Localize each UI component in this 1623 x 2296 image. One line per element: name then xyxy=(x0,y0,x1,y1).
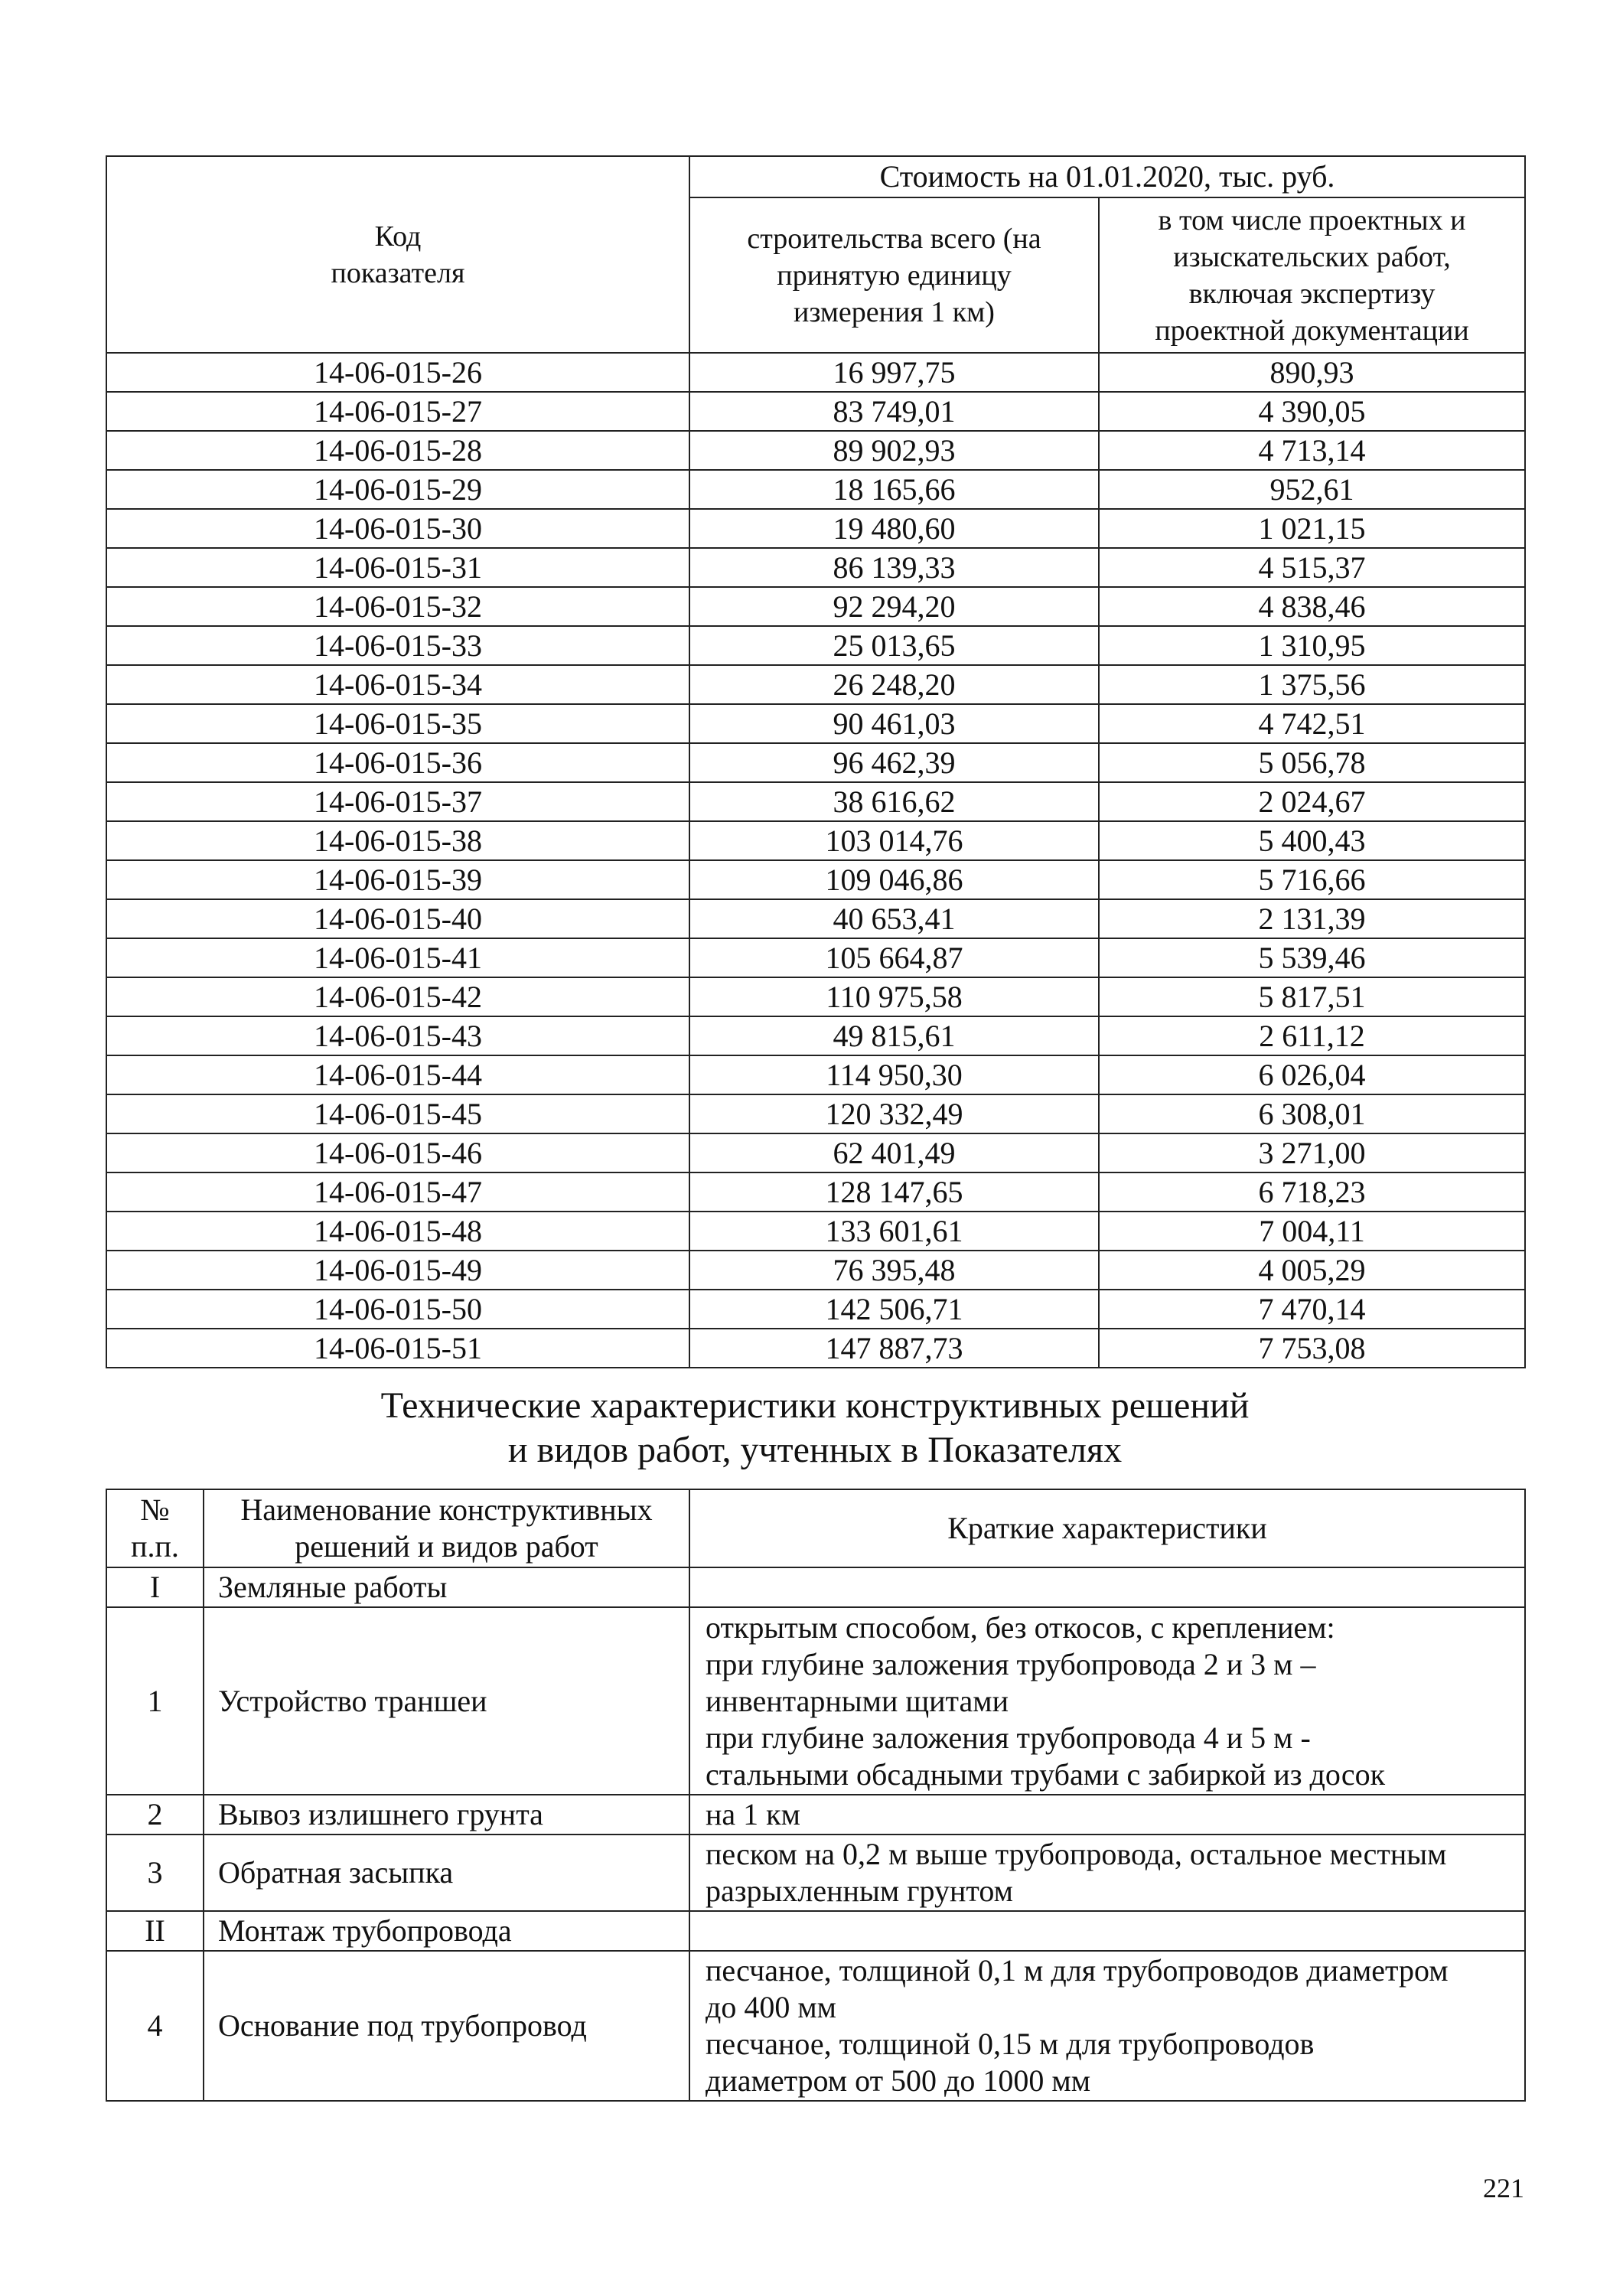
header-desc: Краткие характеристики xyxy=(689,1489,1525,1567)
cell-name: Обратная засыпка xyxy=(204,1835,689,1911)
header-line: в том числе проектных и xyxy=(1158,204,1466,236)
cell-design: 2 611,12 xyxy=(1099,1016,1525,1055)
cell-desc xyxy=(689,1951,1525,2101)
table-row xyxy=(106,1795,1525,1835)
cell-design: 4 742,51 xyxy=(1099,704,1525,743)
cell-design: 952,61 xyxy=(1099,470,1525,509)
desc-line: инвентарными щитами xyxy=(706,1683,1009,1718)
cell-design: 5 817,51 xyxy=(1099,977,1525,1016)
table-row xyxy=(106,470,1525,509)
cell-total: 103 014,76 xyxy=(689,821,1099,860)
header-line: включая экспертизу xyxy=(1188,277,1436,310)
cell-design: 5 056,78 xyxy=(1099,743,1525,782)
header-name xyxy=(204,1489,689,1567)
cell-code: 14-06-015-30 xyxy=(106,509,689,548)
table-row xyxy=(106,431,1525,470)
table-row xyxy=(106,1951,1525,2101)
cell-design: 3 271,00 xyxy=(1099,1133,1525,1172)
cell-total: 19 480,60 xyxy=(689,509,1099,548)
table-row xyxy=(106,1329,1525,1368)
cell-design: 2 024,67 xyxy=(1099,782,1525,821)
cell-code: 14-06-015-33 xyxy=(106,626,689,665)
cell-code: 14-06-015-45 xyxy=(106,1094,689,1133)
header-line: Наименование конструктивных xyxy=(240,1492,653,1527)
spec-table-body xyxy=(106,1567,1525,2101)
cell-code: 14-06-015-51 xyxy=(106,1329,689,1368)
cell-total: 133 601,61 xyxy=(689,1212,1099,1251)
cell-code: 14-06-015-47 xyxy=(106,1172,689,1212)
cell-desc xyxy=(689,1607,1525,1795)
table-row xyxy=(106,548,1525,587)
cell-total: 110 975,58 xyxy=(689,977,1099,1016)
cell-total: 128 147,65 xyxy=(689,1172,1099,1212)
cell-design: 6 026,04 xyxy=(1099,1055,1525,1094)
header-line: проектной документации xyxy=(1155,314,1469,347)
table-row xyxy=(106,704,1525,743)
desc-line: при глубине заложения трубопровода 2 и 3 м – xyxy=(706,1646,1316,1681)
table-row xyxy=(106,1016,1525,1055)
table-row xyxy=(106,899,1525,938)
cell-no: I xyxy=(106,1567,204,1607)
cell-name: Монтаж трубопровода xyxy=(204,1911,689,1951)
desc-line: разрыхленным грунтом xyxy=(706,1874,1013,1908)
cell-code: 14-06-015-26 xyxy=(106,353,689,392)
table-row xyxy=(106,1290,1525,1329)
cell-total: 90 461,03 xyxy=(689,704,1099,743)
desc-line: при глубине заложения трубопровода 4 и 5 м - xyxy=(706,1720,1311,1755)
cell-desc xyxy=(689,1567,1525,1607)
cell-design: 5 716,66 xyxy=(1099,860,1525,899)
cell-total: 89 902,93 xyxy=(689,431,1099,470)
cell-code: 14-06-015-35 xyxy=(106,704,689,743)
header-construction-total xyxy=(689,197,1099,353)
cell-no: 3 xyxy=(106,1835,204,1911)
table-row xyxy=(106,1055,1525,1094)
cost-table-header xyxy=(106,156,1525,353)
cell-code: 14-06-015-41 xyxy=(106,938,689,977)
cell-total: 92 294,20 xyxy=(689,587,1099,626)
cell-code: 14-06-015-48 xyxy=(106,1212,689,1251)
cell-total: 142 506,71 xyxy=(689,1290,1099,1329)
header-no xyxy=(106,1489,204,1567)
section-title xyxy=(106,1384,1524,1473)
cell-total: 114 950,30 xyxy=(689,1055,1099,1094)
cell-total: 86 139,33 xyxy=(689,548,1099,587)
desc-line: стальными обсадными трубами с забиркой из досок xyxy=(706,1756,1386,1792)
desc-line: песчаное, толщиной 0,1 м для трубопроводов диаметром xyxy=(706,1953,1449,1988)
cell-desc xyxy=(689,1795,1525,1835)
header-cost-group: Стоимость на 01.01.2020, тыс. руб. xyxy=(689,156,1525,197)
table-row xyxy=(106,860,1525,899)
cell-design: 1 310,95 xyxy=(1099,626,1525,665)
table-row xyxy=(106,587,1525,626)
table-row xyxy=(106,353,1525,392)
cell-total: 109 046,86 xyxy=(689,860,1099,899)
cell-design: 7 753,08 xyxy=(1099,1329,1525,1368)
cell-design: 6 718,23 xyxy=(1099,1172,1525,1212)
page-number: 221 xyxy=(1483,2173,1524,2203)
cell-design: 2 131,39 xyxy=(1099,899,1525,938)
cell-code: 14-06-015-49 xyxy=(106,1251,689,1290)
header-line: решений и видов работ xyxy=(295,1529,598,1564)
cell-total: 26 248,20 xyxy=(689,665,1099,704)
table-row xyxy=(106,1251,1525,1290)
cell-name: Основание под трубопровод xyxy=(204,1951,689,2101)
cell-total: 16 997,75 xyxy=(689,353,1099,392)
cell-no: II xyxy=(106,1911,204,1951)
desc-line: на 1 км xyxy=(706,1797,800,1831)
cell-code: 14-06-015-42 xyxy=(106,977,689,1016)
cell-code: 14-06-015-29 xyxy=(106,470,689,509)
cell-code: 14-06-015-46 xyxy=(106,1133,689,1172)
header-code xyxy=(106,156,689,353)
cell-code: 14-06-015-28 xyxy=(106,431,689,470)
table-row xyxy=(106,1607,1525,1795)
cell-no: 4 xyxy=(106,1951,204,2101)
cell-design: 5 539,46 xyxy=(1099,938,1525,977)
table-row xyxy=(106,1172,1525,1212)
section-title-line: и видов работ, учтенных в Показателях xyxy=(507,1430,1123,1470)
spec-table-header xyxy=(106,1489,1525,1567)
desc-line: до 400 мм xyxy=(706,1990,836,2024)
table-row xyxy=(106,938,1525,977)
cell-no: 1 xyxy=(106,1607,204,1795)
cell-name: Вывоз излишнего грунта xyxy=(204,1795,689,1835)
table-row xyxy=(106,1911,1525,1951)
cell-total: 18 165,66 xyxy=(689,470,1099,509)
cell-total: 105 664,87 xyxy=(689,938,1099,977)
cell-code: 14-06-015-39 xyxy=(106,860,689,899)
cell-code: 14-06-015-44 xyxy=(106,1055,689,1094)
cell-design: 4 713,14 xyxy=(1099,431,1525,470)
table-row xyxy=(106,821,1525,860)
cell-no: 2 xyxy=(106,1795,204,1835)
cost-table xyxy=(106,155,1526,1368)
cell-design: 890,93 xyxy=(1099,353,1525,392)
cell-design: 1 021,15 xyxy=(1099,509,1525,548)
table-row xyxy=(106,782,1525,821)
table-row xyxy=(106,1212,1525,1251)
header-code-line: показателя xyxy=(331,256,465,289)
table-row xyxy=(106,977,1525,1016)
cell-design: 4 515,37 xyxy=(1099,548,1525,587)
header-code-line: Код xyxy=(374,220,422,253)
cell-design: 4 838,46 xyxy=(1099,587,1525,626)
cell-name: Земляные работы xyxy=(204,1567,689,1607)
cell-code: 14-06-015-50 xyxy=(106,1290,689,1329)
cell-desc xyxy=(689,1911,1525,1951)
header-line: № xyxy=(140,1492,170,1527)
table-row xyxy=(106,1567,1525,1607)
cell-desc xyxy=(689,1835,1525,1911)
cell-code: 14-06-015-31 xyxy=(106,548,689,587)
table-row xyxy=(106,665,1525,704)
cell-total: 62 401,49 xyxy=(689,1133,1099,1172)
cell-design: 4 390,05 xyxy=(1099,392,1525,431)
table-row xyxy=(106,1094,1525,1133)
cell-total: 120 332,49 xyxy=(689,1094,1099,1133)
cell-code: 14-06-015-40 xyxy=(106,899,689,938)
cell-design: 5 400,43 xyxy=(1099,821,1525,860)
cost-table-body xyxy=(106,353,1525,1368)
cell-total: 147 887,73 xyxy=(689,1329,1099,1368)
header-code-lines xyxy=(107,218,689,292)
cell-design: 7 470,14 xyxy=(1099,1290,1525,1329)
cell-total: 25 013,65 xyxy=(689,626,1099,665)
table-row xyxy=(106,509,1525,548)
header-line: п.п. xyxy=(131,1529,179,1564)
cell-code: 14-06-015-38 xyxy=(106,821,689,860)
table-row xyxy=(106,743,1525,782)
header-line: строительства всего (на xyxy=(747,222,1041,255)
cell-code: 14-06-015-27 xyxy=(106,392,689,431)
table-row xyxy=(106,1835,1525,1911)
cell-name: Устройство траншеи xyxy=(204,1607,689,1795)
cell-code: 14-06-015-37 xyxy=(106,782,689,821)
cell-design: 4 005,29 xyxy=(1099,1251,1525,1290)
section-title-line: Технические характеристики конструктивных решений xyxy=(380,1385,1250,1426)
desc-line: диаметром от 500 до 1000 мм xyxy=(706,2063,1091,2098)
header-line: изыскательских работ, xyxy=(1173,240,1451,273)
desc-line: песчаное, толщиной 0,15 м для трубопроводов xyxy=(706,2027,1315,2061)
cell-design: 6 308,01 xyxy=(1099,1094,1525,1133)
table-row xyxy=(106,1133,1525,1172)
cell-total: 83 749,01 xyxy=(689,392,1099,431)
cell-total: 76 395,48 xyxy=(689,1251,1099,1290)
desc-line: песком на 0,2 м выше трубопровода, остальное местным xyxy=(706,1837,1447,1871)
table-row xyxy=(106,392,1525,431)
cell-total: 49 815,61 xyxy=(689,1016,1099,1055)
cell-code: 14-06-015-34 xyxy=(106,665,689,704)
header-line: принятую единицу xyxy=(777,259,1012,292)
header-line: измерения 1 км) xyxy=(794,295,995,328)
cell-design: 7 004,11 xyxy=(1099,1212,1525,1251)
cell-code: 14-06-015-36 xyxy=(106,743,689,782)
cell-total: 40 653,41 xyxy=(689,899,1099,938)
cell-total: 96 462,39 xyxy=(689,743,1099,782)
table-row xyxy=(106,626,1525,665)
spec-table xyxy=(106,1489,1526,2102)
cell-code: 14-06-015-32 xyxy=(106,587,689,626)
desc-line: открытым способом, без откосов, с креплением: xyxy=(706,1609,1335,1645)
cell-total: 38 616,62 xyxy=(689,782,1099,821)
cell-code: 14-06-015-43 xyxy=(106,1016,689,1055)
cell-design: 1 375,56 xyxy=(1099,665,1525,704)
header-design-included xyxy=(1099,197,1525,353)
